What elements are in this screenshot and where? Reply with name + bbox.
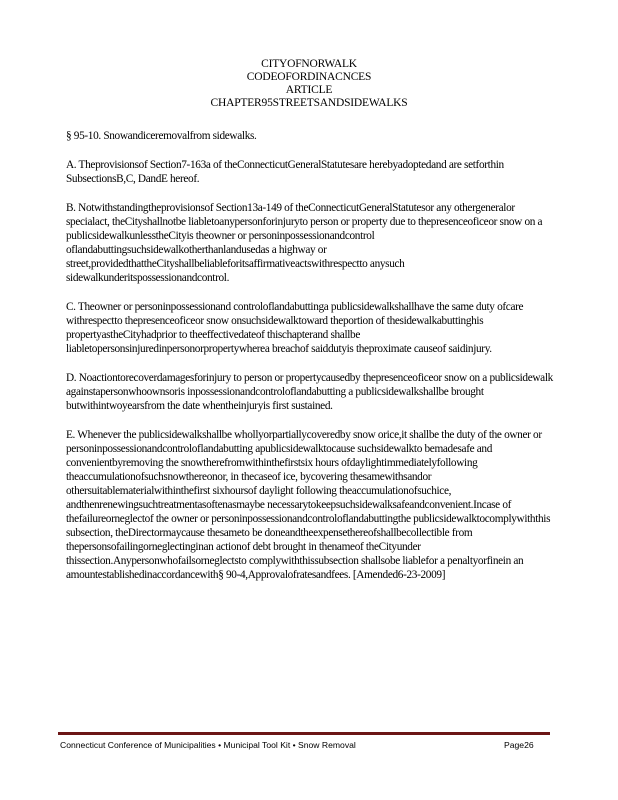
- footer-divider: [58, 732, 550, 735]
- paragraph-a: A. Theprovisionsof Section7-163a of theConnecticutGeneralStatutesare herebyadoptedand are setforthin SubsectionsB,C, DandE hereof.: [66, 159, 504, 185]
- paragraph-b: B. Notwithstandingtheprovisionsof Section13a-149 of theConnecticutGeneralStatutesor any othergeneralor specialact, theCityshallnotbe liabletoanypersonforinjuryto person or property due to thepresenceoficeor snow on a publicsidewalkunlesstheCityis theowner or personinpossessionandcontrol oflandabuttingsuchsidewalkotherthanlandusedas a highway or street,providedthattheCityshallbeliableforitsaffirmativeactswithrespectto anysuch sidewalkunderitspossessionandcontrol.: [66, 202, 543, 284]
- paragraph-c: C. Theowner or personinpossessionand controloflandabuttinga publicsidewalkshallhave the same duty ofcare withrespectto thepresenceoficeor snow onsuchsidewalktoward theportion of thesidewalkabuttinghis propertyastheCityhadprior to theeffectivedateof thischapterand shallbe liabletopersonsinjuredinpersonorpropertywherea breachof saiddutyis theproximate causeof saidinjury.: [66, 301, 524, 355]
- chapter-title: CHAPTER95STREETSANDSIDEWALKS: [210, 97, 408, 109]
- city-title: CITYOFNORWALK: [261, 58, 357, 70]
- page-footer: [60, 739, 560, 753]
- section-heading: § 95-10. Snowandiceremovalfrom sidewalks.: [66, 130, 257, 142]
- document-title-block: [0, 58, 618, 110]
- footer-source: Connecticut Conference of Municipalities • Municipal Tool Kit • Snow Removal: [60, 740, 356, 750]
- document-body: [66, 129, 554, 597]
- paragraph-d: D. Noactiontorecoverdamagesforinjury to person or propertycausedby thepresenceoficeor snow on a publicsidewalk againstapersonwhoownsoris inpossessionandcontroloflandabutting a publicsidewalkshallbe brought butwithintwoyearsfrom the date whentheinjuryis first sustained.: [66, 372, 553, 412]
- code-title: CODEOFORDINACNCES: [246, 71, 372, 83]
- page-number: Page26: [504, 740, 534, 750]
- paragraph-e: E. Whenever the publicsidewalkshallbe whollyorpartiallycoveredby snow orice,it shallbe the duty of the owner or personinpossessionandcontroloflandabutting apublicsidewalktocause suchsidewalkto bemadesafe and convenientbyremoving the snowtherefromwithinthefirstsix hours ofdaylightimmediatelyfollowing theaccumulationofsuchsnowthereonor, in thecaseof ice, bycovering thesamewithsandor othersuitablematerialwithinthefirst sixhoursof daylight following theaccumulationofsuchice, andthenrenewingsuchtreatmentasoftenasmaybe necessarytokeepsuchsidewalksafeandconvenient.Incase of thefailureorneglectof the owner or personinpossessionandcontroloflandabuttingthe publicsidewalktocomplywiththis subsection, theDirectormaycause thesameto be doneandtheexpensethereofshallbecollectible from thepersonsofailingorneglectinginan actionof debt brought in thenameof theCityunder thissection.Anypersonwhofailsorneglectsto complywiththissubsection shallsobe liablefor a penaltyorfinein an amountestablishedinaccordancewith§ 90-4,Approvalofratesandfees. [Amended6-23-2009]: [66, 429, 551, 581]
- article-title: ARTICLE: [285, 84, 333, 96]
